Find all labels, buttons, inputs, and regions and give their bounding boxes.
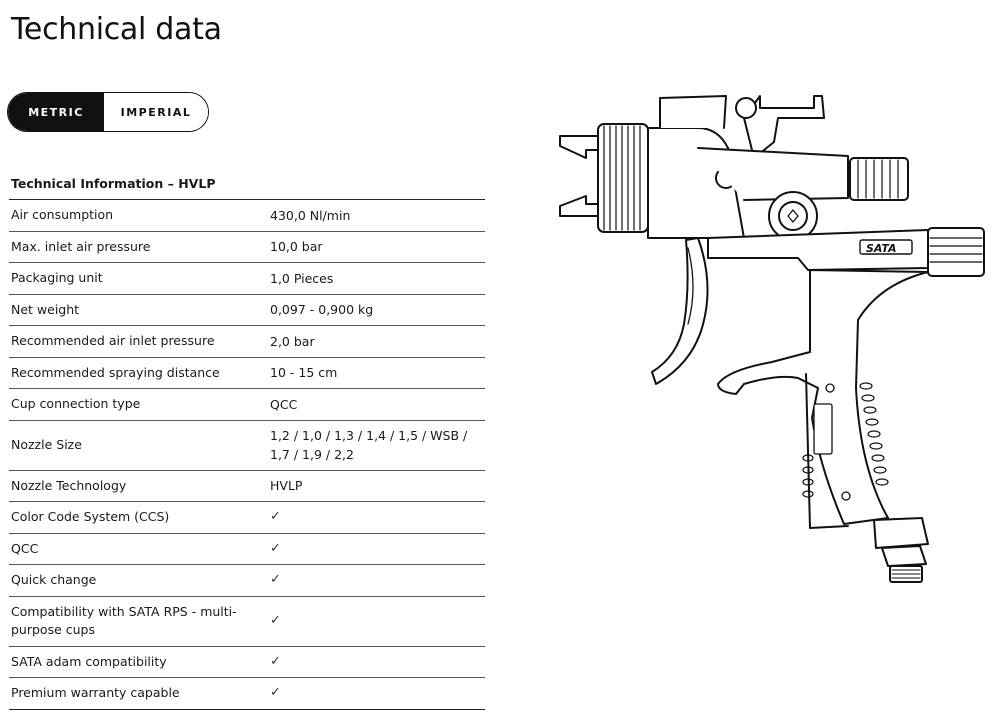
spec-value: 10,0 bar [270, 239, 323, 255]
spec-label: QCC [11, 540, 39, 556]
spec-label: Packaging unit [11, 270, 103, 286]
spec-label: Recommended air inlet pressure [11, 333, 215, 349]
spec-label: Nozzle Size [11, 436, 82, 452]
page-title: Technical data [11, 12, 222, 47]
check-icon: ✓ [270, 653, 281, 669]
metric-tab[interactable]: METRIC [8, 93, 104, 131]
spec-row [9, 358, 485, 390]
technical-spec-table [9, 168, 485, 710]
imperial-tab[interactable]: IMPERIAL [104, 93, 208, 131]
spec-value: 10 - 15 cm [270, 365, 338, 381]
spec-row [9, 232, 485, 264]
spec-row [9, 389, 485, 421]
spec-label: Compatibility with SATA RPS - multi-purpose cups [11, 603, 237, 637]
spec-label: Color Code System (CCS) [11, 509, 170, 525]
spec-row [9, 200, 485, 232]
spec-row [9, 263, 485, 295]
spec-row [9, 421, 485, 471]
spec-value: 2,0 bar [270, 333, 315, 349]
spec-label: SATA adam compatibility [11, 653, 167, 669]
check-icon: ✓ [270, 612, 281, 628]
check-icon: ✓ [270, 509, 281, 525]
spec-value: 0,097 - 0,900 kg [270, 302, 374, 318]
spec-label: Premium warranty capable [11, 685, 180, 701]
spec-label: Max. inlet air pressure [11, 238, 151, 254]
spec-row [9, 502, 485, 534]
spec-value: 1,2 / 1,0 / 1,3 / 1,4 / 1,5 / WSB / 1,7 / 1,9 / 2,2 [270, 427, 468, 462]
check-icon: ✓ [270, 685, 281, 701]
spec-row [9, 565, 485, 597]
spec-value: 430,0 Nl/min [270, 207, 351, 223]
spec-row [9, 647, 485, 679]
spec-row [9, 534, 485, 566]
spec-label: Recommended spraying distance [11, 364, 220, 380]
spec-label: Air consumption [11, 207, 114, 223]
unit-toggle [7, 92, 209, 132]
check-icon: ✓ [270, 540, 281, 556]
spec-table-heading: Technical Information – HVLP [9, 168, 485, 200]
spec-row [9, 295, 485, 327]
sata-logo-text: SATA [866, 242, 897, 255]
spec-row [9, 597, 485, 647]
spec-label: Net weight [11, 301, 80, 317]
spec-row [9, 471, 485, 503]
spec-value: 1,0 Pieces [270, 270, 334, 286]
spec-label: Quick change [11, 572, 97, 588]
spray-gun-drawing [548, 88, 994, 588]
spec-row [9, 326, 485, 358]
spec-row [9, 678, 485, 710]
spec-label: Cup connection type [11, 396, 141, 412]
spec-value: QCC [270, 396, 298, 412]
spec-label: Nozzle Technology [11, 477, 127, 493]
spec-value: HVLP [270, 478, 303, 494]
check-icon: ✓ [270, 572, 281, 588]
